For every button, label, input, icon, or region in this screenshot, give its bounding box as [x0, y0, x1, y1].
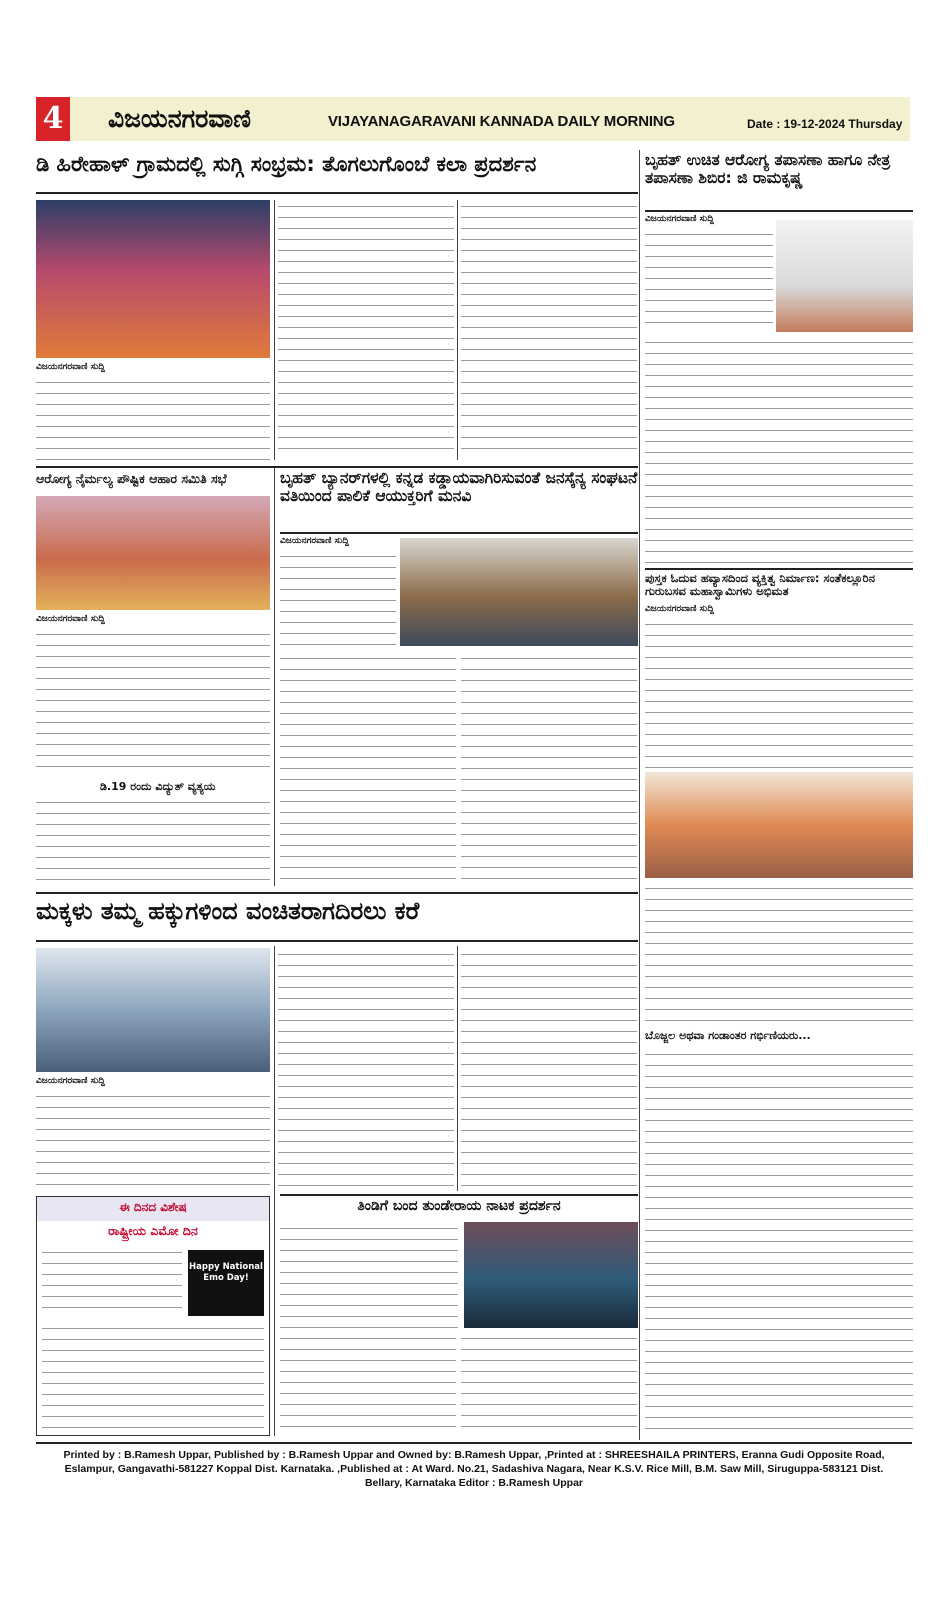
divider [36, 1442, 912, 1444]
article-headline-health-camp: ಬೃಹತ್ ಉಚಿತ ಆರೋಗ್ಯ ತಪಾಸಣಾ ಹಾಗೂ ನೇತ್ರ ತಪಾಸಣಾ ಶಿಬಿರ: ಜಿ ರಾಮಕೃಷ್ಣ [645, 151, 891, 187]
divider [280, 532, 638, 534]
article-headline-child-rights: ಮಕ್ಕಳು ತಮ್ಮ ಹಕ್ಕುಗಳಿಂದ ವಂಚಿತರಾಗದಿರಲು ಕರೆ [36, 897, 420, 925]
divider [36, 466, 638, 468]
photo-school-children [36, 948, 270, 1072]
byline: ವಿಜಯನಗರವಾಣಿ ಸುದ್ದಿ [645, 604, 714, 614]
special-day-title: ಈ ದಿನದ ವಿಶೇಷ [119, 1200, 187, 1214]
article-body [280, 652, 456, 884]
divider [36, 892, 638, 894]
imprint-line-2: Eslampur, Gangavathi-581227 Koppal Dist. Karnataka. ,Published at : At Ward. No.21, Sadashiva Nagara, Near K.S.V. Rice Mill, B.M. Saw Mill, Siruguppa-583121 Dist. [64, 1463, 884, 1475]
article-headline-book-reading: ಪುಸ್ತಕ ಓದುವ ಹವ್ಯಾಸದಿಂದ ವ್ಯಕ್ತಿತ್ವ ನಿರ್ಮಾಣ: ಸಂತೆಕಲ್ಲೂರಿನ ಗುರುಬಸವ ಮಹಾಸ್ವಾಮಿಗಳು ಅಭಿಮತ [645, 571, 876, 599]
article-body [461, 1332, 637, 1436]
article-body [280, 550, 396, 648]
divider [36, 192, 638, 194]
article-body [36, 628, 270, 776]
special-day-body [42, 1322, 264, 1430]
article-body [36, 1090, 270, 1190]
imprint-line-3: Bellary, Karnataka Editor : B.Ramesh Uppar [364, 1477, 584, 1489]
byline: ವಿಜಯನಗರವಾಣಿ ಸುದ್ದಿ [36, 362, 105, 372]
masthead-date: Date : 19-12-2024 Thursday [747, 117, 903, 131]
emo-day-badge: Happy National Emo Day! [188, 1250, 264, 1316]
article-body [278, 200, 454, 458]
article-body [645, 336, 913, 564]
article-body [645, 228, 773, 330]
article-body [461, 200, 637, 458]
article-headline-kannada-banner: ಬೃಹತ್ ಬ್ಯಾನರ್‌ಗಳಲ್ಲಿ ಕನ್ನಡ ಕಡ್ಡಾಯವಾಗಿರಿಸುವಂತೆ ಜನಸೈನ್ಯ ಸಂಘಟನೆ ವತಿಯಿಂದ ಪಾಲಿಕೆ ಆಯುಕ್ತರಿಗೆ ಮನವಿ [280, 469, 638, 505]
photo-nutrition-meeting [36, 496, 270, 610]
article-body [461, 652, 637, 884]
article-headline-sugi: ಡಿ ಹಿರೇಹಾಳ್ ಗ್ರಾಮದಲ್ಲಿ ಸುಗ್ಗಿ ಸಂಭ್ರಮ: ತೊಗಲುಗೊಂಬೆ ಕಲಾ ಪ್ರದರ್ಶನ [36, 152, 537, 176]
byline: ವಿಜಯನಗರವಾಣಿ ಸುದ್ದಿ [36, 614, 105, 624]
article-body [645, 618, 913, 768]
divider [280, 1194, 638, 1196]
article-body [645, 882, 913, 1022]
column-divider [639, 150, 640, 1440]
photo-ramakrishna [776, 220, 913, 332]
byline: ವಿಜಯನಗರವಾಣಿ ಸುದ್ದಿ [645, 214, 714, 224]
photo-memorandum [400, 538, 638, 646]
article-body [278, 948, 454, 1188]
imprint-line-1: Printed by : B.Ramesh Uppar, Published by : B.Ramesh Uppar and Owned by: B.Ramesh Uppar, ,Printed at : SHREESHAILA PRINTERS, Eranna Gudi Opposite Road, [63, 1449, 885, 1461]
photo-drama-stage [464, 1222, 638, 1328]
byline: ವಿಜಯನಗರವಾಣಿ ಸುದ್ದಿ [36, 1076, 105, 1086]
masthead-title-english: VIJAYANAGARAVANI KANNADA DAILY MORNING [328, 113, 675, 130]
divider [645, 210, 913, 212]
masthead-title-kannada: ವಿಜಯನಗರವಾಣಿ [108, 104, 251, 133]
column-divider [457, 200, 458, 460]
article-headline-nutrition: ಆರೋಗ್ಯ ನೈರ್ಮಲ್ಯ ಪೌಷ್ಟಿಕ ಆಹಾರ ಸಮಿತಿ ಸಭೆ [36, 471, 227, 486]
column-divider [274, 200, 275, 460]
article-headline-power-cut: ಡಿ.19 ರಂದು ವಿದ್ಯುತ್ ವ್ಯತ್ಯಯ [100, 780, 216, 793]
article-body [280, 1222, 458, 1328]
page-number: 4 [36, 97, 70, 141]
article-body [461, 948, 637, 1188]
imprint-footer [36, 1448, 912, 1490]
divider [645, 568, 913, 570]
photo-book-event [645, 772, 913, 878]
article-body [280, 1332, 456, 1436]
article-body [645, 1048, 913, 1436]
divider [36, 940, 638, 942]
photo-sugi-event [36, 200, 270, 358]
article-headline-drama: ತಿಂಡಿಗೆ ಬಂದ ತುಂಡೇರಾಯ ನಾಟಕ ಪ್ರದರ್ಶನ [357, 1198, 561, 1214]
article-body [36, 796, 270, 884]
column-divider [457, 946, 458, 1191]
special-day-body [42, 1246, 182, 1318]
column-divider [274, 946, 275, 1436]
article-body [36, 376, 270, 460]
byline: ವಿಜಯನಗರವಾಣಿ ಸುದ್ದಿ [280, 536, 349, 546]
special-day-subtitle: ರಾಷ್ಟ್ರೀಯ ಎಮೋ ದಿನ [108, 1223, 198, 1238]
column-divider [274, 468, 275, 886]
article-headline-pregnancy: ಬೊಜ್ಜಲ ಅಥವಾ ಗಂಡಾಂತರ ಗರ್ಭಿಣಿಯರು... [645, 1029, 811, 1042]
